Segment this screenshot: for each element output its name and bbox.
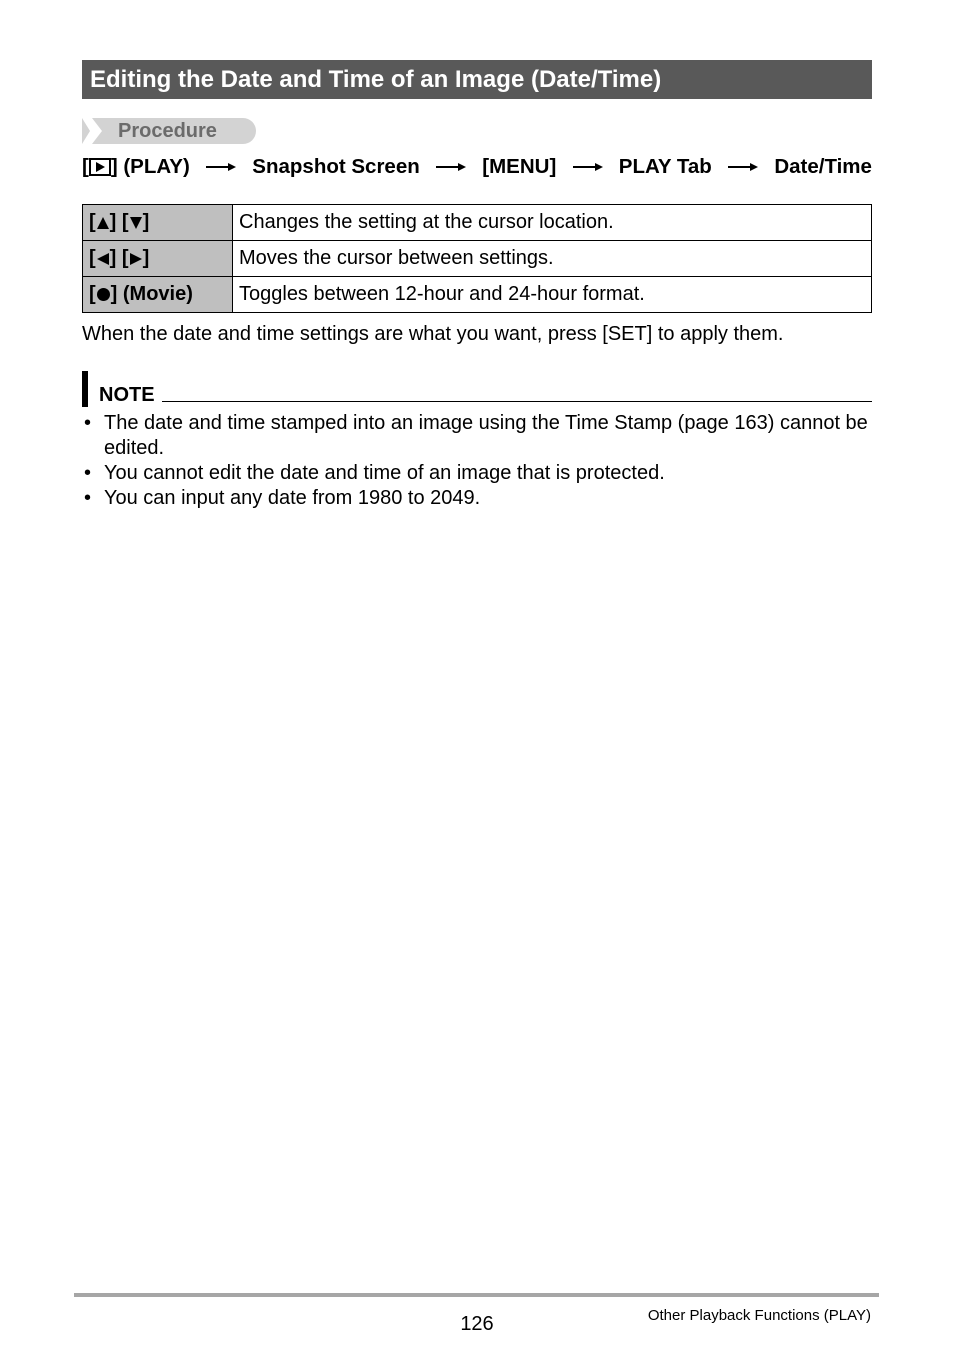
play-button-icon (89, 158, 111, 176)
procedure-notch-icon (82, 118, 104, 144)
note-text: You cannot edit the date and time of an image that is protected. (104, 462, 665, 484)
key-bracket: ] [ (109, 247, 129, 269)
key-bracket: [ (89, 247, 96, 269)
page-number: 126 (460, 1313, 494, 1335)
arrow-icon (573, 162, 603, 172)
note-label: NOTE (99, 384, 155, 406)
navigation-path (82, 153, 872, 181)
down-triangle-icon (129, 216, 143, 230)
bullet: • (84, 487, 92, 509)
nav-step-play-tab: PLAY Tab (618, 155, 712, 178)
footer-section-title: Other Playback Functions (PLAY) (647, 1307, 871, 1324)
nav-step-snapshot: Snapshot Screen (252, 155, 420, 178)
table-row (83, 205, 872, 241)
right-triangle-icon (129, 252, 143, 266)
key-bracket: [ (89, 211, 96, 233)
procedure-label: Procedure (118, 120, 217, 142)
instruction-text: When the date and time settings are what you want, press [SET] to apply them. (82, 323, 784, 345)
movie-circle-icon (96, 287, 111, 302)
key-bracket: ] (142, 247, 150, 269)
description-cell: Moves the cursor between settings. (233, 241, 872, 277)
table-row (83, 241, 872, 277)
note-heading (82, 371, 872, 407)
procedure-tag (82, 118, 256, 144)
footer-rule (74, 1293, 879, 1297)
nav-step-date-time: Date/Time (774, 155, 872, 178)
key-bracket: ] (142, 211, 150, 233)
description-cell: Toggles between 12-hour and 24-hour format. (233, 277, 872, 313)
up-triangle-icon (96, 216, 110, 230)
key-cell (83, 241, 233, 277)
nav-play-open: [ (82, 155, 89, 178)
description-cell: Changes the setting at the cursor location. (233, 205, 872, 241)
note-list (82, 411, 872, 511)
note-text: You can input any date from 1980 to 2049. (104, 487, 481, 509)
bullet: • (84, 412, 92, 434)
list-item (82, 411, 872, 461)
note-rule (162, 401, 872, 402)
key-movie-label: ] (Movie) (110, 283, 193, 305)
key-bracket: ] [ (109, 211, 129, 233)
list-item (82, 486, 872, 511)
note-text: The date and time stamped into an image using the Time Stamp (page 163) cannot be edited. (104, 412, 868, 459)
arrow-icon (728, 162, 758, 172)
arrow-icon (206, 162, 236, 172)
key-cell (83, 277, 233, 313)
list-item (82, 461, 872, 486)
nav-play-close: ] (PLAY) (110, 155, 190, 178)
nav-play (82, 155, 190, 179)
key-table (82, 204, 872, 313)
note-bar (82, 371, 88, 407)
page-title: Editing the Date and Time of an Image (Date/Time) (82, 60, 872, 99)
arrow-icon (436, 162, 466, 172)
key-bracket: [ (89, 283, 96, 305)
key-cell (83, 205, 233, 241)
nav-step-menu: [MENU] (482, 155, 557, 178)
bullet: • (84, 462, 92, 484)
table-row (83, 277, 872, 313)
left-triangle-icon (96, 252, 110, 266)
